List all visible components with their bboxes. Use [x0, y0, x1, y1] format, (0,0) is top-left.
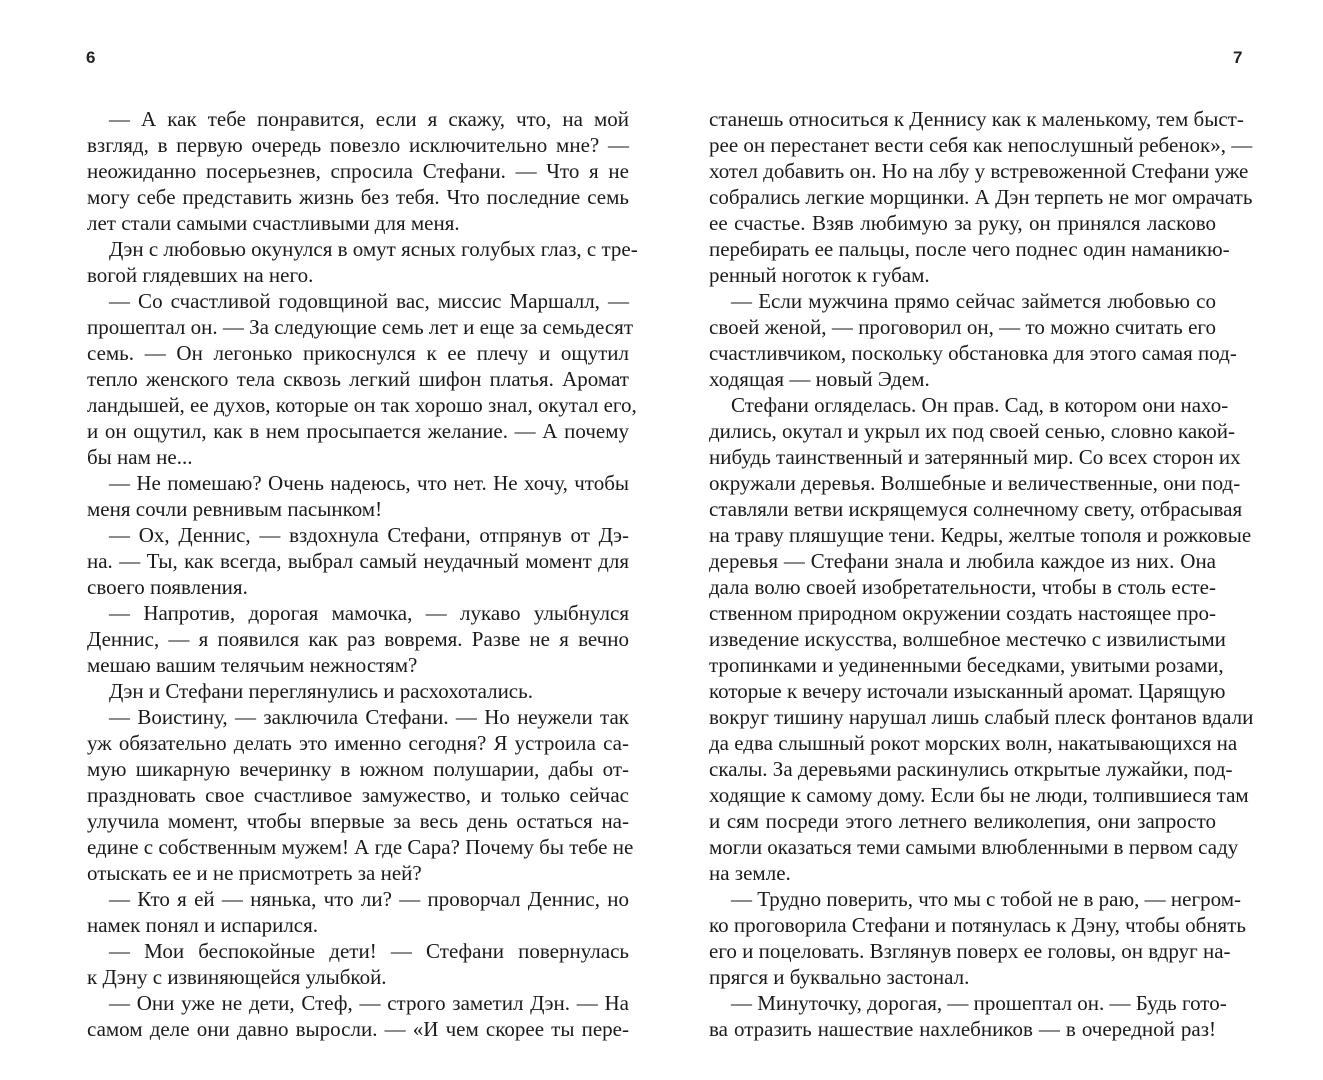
- text-line: дала волю своей изобретательности, чтобы в столь есте-: [709, 575, 1216, 599]
- text-line: Деннис, — я появился как раз вовремя. Разве не я вечно: [87, 627, 629, 651]
- text-line: лет стали самыми счастливыми для меня.: [87, 211, 460, 235]
- text-line: скалы. За деревьями раскинулись открытые лужайки, под-: [709, 757, 1233, 781]
- text-line: Дэн с любовью окунулся в омут ясных голубых глаз, с тре-: [109, 237, 638, 261]
- text-line: да едва слышный рокот морских волн, накатывающихся на: [709, 731, 1238, 755]
- text-line: тепло женского тела сквозь легкий шифон платья. Аромат: [87, 367, 629, 391]
- text-line: ственном природном окружении создать настоящее про-: [709, 601, 1216, 625]
- text-line: — Мои беспокойные дети! — Стефани повернулась: [109, 939, 629, 963]
- text-line: праздновать свое счастливое замужество, и только сейчас: [87, 783, 629, 807]
- text-line: улучила момент, чтобы впервые за весь день остаться на-: [87, 809, 629, 833]
- text-line: дились, окутал и укрыл их под своей сенью, словно какой-: [709, 419, 1236, 443]
- text-line: — Воистину, — заключила Стефани. — Но неужели так: [109, 705, 629, 729]
- right-page-number: 7: [1233, 48, 1243, 67]
- text-line: отыскать ее и не присмотреть за ней?: [87, 861, 422, 885]
- text-line: — Напротив, дорогая мамочка, — лукаво улыбнулся: [109, 601, 629, 625]
- text-line: своей женой, — проговорил он, — то можно считать его: [709, 315, 1216, 339]
- text-line: неожиданно посерьезнев, спросила Стефани. — Что я не: [87, 159, 629, 183]
- text-line: — Со счастливой годовщиной вас, миссис Маршалл, —: [109, 289, 629, 313]
- text-line: прошептал он. — За следующие семь лет и еще за семьдесят: [87, 315, 634, 339]
- text-line: взгляд, в первую очередь повезло исключительно мне? —: [87, 133, 629, 157]
- text-line: которые к вечеру источали изысканный аромат. Царящую: [709, 679, 1226, 703]
- text-line: Стефани огляделась. Он прав. Сад, в котором они нахо-: [731, 393, 1229, 417]
- text-line: едине с собственным мужем! А где Сара? Почему бы тебе не: [87, 835, 634, 859]
- text-line: ставляли ветви искрящемуся солнечному свету, отбрасывая: [709, 497, 1243, 521]
- text-line: могли оказаться теми самыми влюбленными в первом саду: [709, 835, 1239, 859]
- text-line: ее счастье. Взяв любимую за руку, он принялся ласково: [709, 211, 1216, 235]
- text-line: собрались легкие морщинки. А Дэн терпеть не мог омрачать: [709, 185, 1253, 209]
- left-page-text: [87, 106, 638, 1042]
- text-line: самом деле они давно выросли. — «И чем скорее ты пере-: [87, 1017, 629, 1041]
- text-line: семь. — Он легонько прикоснулся к ее плечу и ощутил: [87, 341, 629, 365]
- text-line: и он ощутил, как в нем просыпается желание. — А почему: [87, 419, 629, 443]
- text-line: ренный ноготок к губам.: [709, 263, 930, 287]
- text-line: перебирать ее пальцы, после чего поднес один наманикю-: [709, 237, 1230, 261]
- right-page-text: [709, 106, 1254, 1042]
- text-line: прягся и буквально застонал.: [709, 965, 970, 989]
- text-line: и сям посреди этого летнего великолепия, они запросто: [709, 809, 1216, 833]
- text-line: бы нам не...: [87, 445, 193, 469]
- text-line: — Не помешаю? Очень надеюсь, что нет. Не хочу, чтобы: [109, 471, 629, 495]
- text-line: к Дэну с извиняющейся улыбкой.: [87, 965, 387, 989]
- text-line: тропинками и уединенными беседками, увитыми розами,: [709, 653, 1224, 677]
- text-line: — Минуточку, дорогая, — прошептал он. — Будь гото-: [731, 991, 1227, 1015]
- text-line: деревья — Стефани знала и любила каждое из них. Она: [709, 549, 1216, 573]
- text-line: хотел добавить он. Но на лбу у встревоженной Стефани уже: [709, 159, 1249, 183]
- text-line: вогой глядевших на него.: [87, 263, 314, 287]
- text-line: на траву пляшущие тени. Кедры, желтые тополя и рожковые: [709, 523, 1252, 547]
- text-line: его и поцеловать. Взглянув поверх ее головы, он вдруг на-: [709, 939, 1231, 963]
- text-line: — Кто я ей — нянька, что ли? — проворчал Деннис, но: [109, 887, 629, 911]
- text-line: уж обязательно делать это именно сегодня? Я устроила са-: [87, 731, 629, 755]
- text-line: мую шикарную вечеринку в южном полушарии, дабы от-: [87, 757, 629, 781]
- text-line: — Если мужчина прямо сейчас займется любовью со: [731, 289, 1216, 313]
- left-page-number: 6: [86, 48, 96, 67]
- text-line: ходящая — новый Эдем.: [709, 367, 930, 391]
- text-line: счастливчиком, поскольку обстановка для этого самая под-: [709, 341, 1237, 365]
- text-line: могу себе представить жизнь без тебя. Что последние семь: [87, 185, 629, 209]
- text-line: на земле.: [709, 861, 791, 885]
- text-line: нибудь таинственный и затерянный мир. Со всех сторон их: [709, 445, 1241, 469]
- text-line: — Ох, Деннис, — вздохнула Стефани, отпрянув от Дэ-: [109, 523, 629, 547]
- text-line: Дэн и Стефани переглянулись и расхохотались.: [109, 679, 533, 703]
- text-line: изведение искусства, волшебное местечко с извилистыми: [709, 627, 1226, 651]
- text-line: своего появления.: [87, 575, 248, 599]
- text-line: ходящие к самому дому. Если бы не люди, толпившиеся там: [709, 783, 1249, 807]
- text-line: станешь относиться к Деннису как к маленькому, тем быст-: [709, 107, 1244, 131]
- text-line: — Трудно поверить, что мы с тобой не в раю, — негром-: [731, 887, 1241, 911]
- text-line: окружали деревья. Волшебные и величественные, они под-: [709, 471, 1241, 495]
- text-line: рее он перестанет вести себя как непослушный ребенок», —: [709, 133, 1253, 157]
- text-line: ко проговорила Стефани и потянулась к Дэну, чтобы обнять: [709, 913, 1246, 937]
- text-line: на. — Ты, как всегда, выбрал самый неудачный момент для: [87, 549, 629, 573]
- text-line: — А как тебе понравится, если я скажу, что, на мой: [109, 107, 629, 131]
- text-line: вокруг тишину нарушал лишь слабый плеск фонтанов вдали: [709, 705, 1254, 729]
- text-line: — Они уже не дети, Стеф, — строго заметил Дэн. — На: [109, 991, 629, 1015]
- text-line: ландышей, ее духов, которые он так хорошо знал, окутал его,: [87, 393, 637, 417]
- text-line: намек понял и испарился.: [87, 913, 319, 937]
- text-line: ва отразить нашествие нахлебников — в очередной раз!: [709, 1017, 1216, 1041]
- text-line: меня сочли ревнивым пасынком!: [87, 497, 383, 521]
- text-line: мешаю вашим телячьим нежностям?: [87, 653, 418, 677]
